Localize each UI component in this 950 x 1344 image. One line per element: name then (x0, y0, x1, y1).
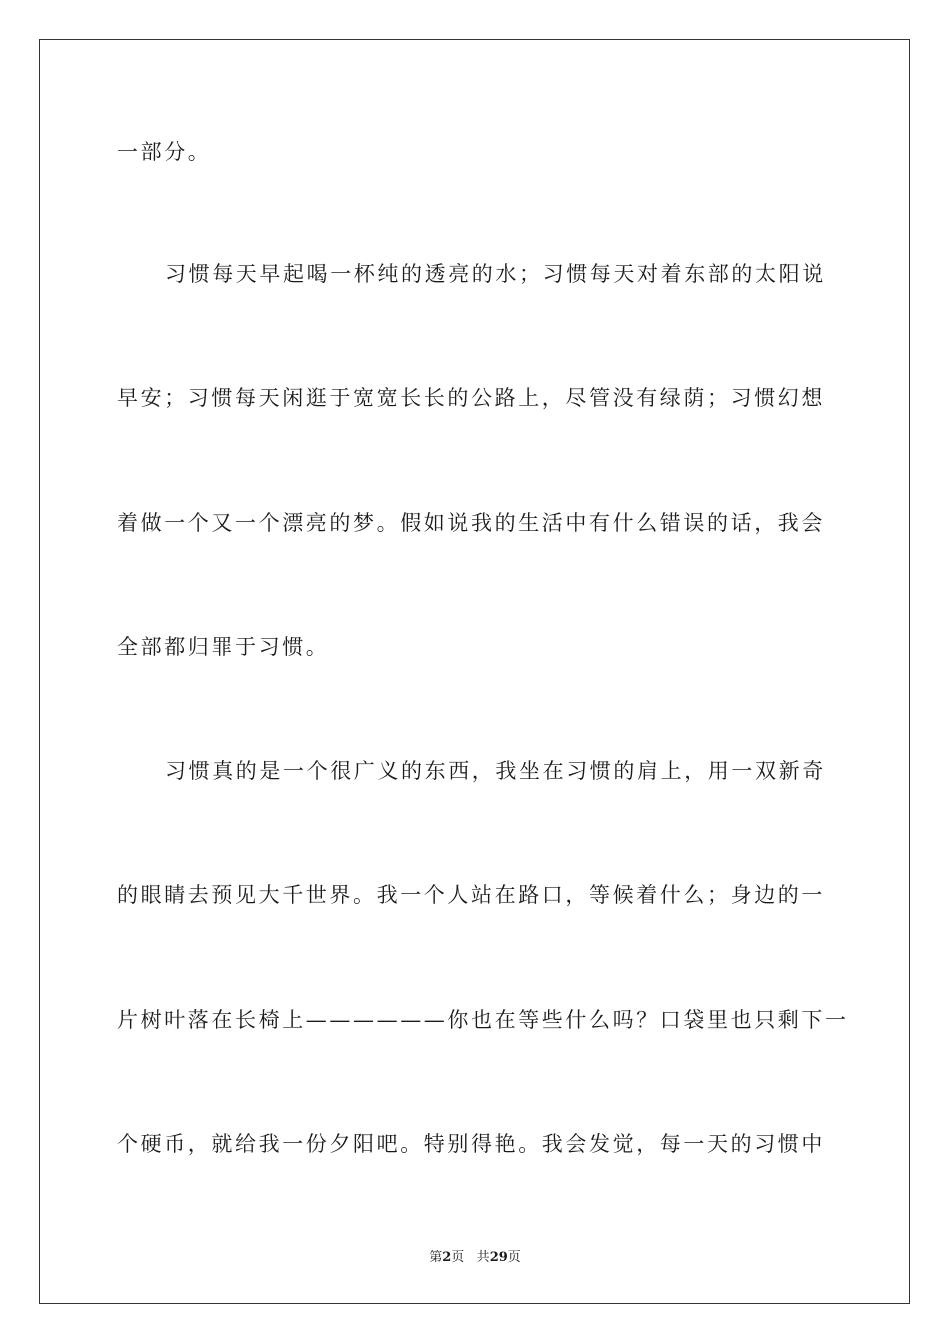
page-border (39, 39, 910, 1304)
text-line: 全部都归罪于习惯。 (117, 635, 330, 659)
total-suffix: 页 (507, 1250, 521, 1265)
text-line: 的眼睛去预见大千世界。我一个人站在路口，等候着什么；身边的一 (117, 883, 825, 907)
paragraph-first-line: 习惯真的是一个很广义的东西，我坐在习惯的肩上，用一双新奇 (165, 759, 826, 783)
text-line: 着做一个又一个漂亮的梦。假如说我的生活中有什么错误的话，我会 (117, 511, 825, 535)
total-prefix: 共 (476, 1250, 490, 1265)
page-suffix: 页 (451, 1250, 465, 1265)
text-line: 个硬币，就给我一份夕阳吧。特别得艳。我会发觉，每一天的习惯中 (117, 1132, 825, 1156)
page-number: 2 (442, 1250, 452, 1265)
text-line: 一部分。 (117, 140, 212, 164)
text-line: 片树叶落在长椅上——————你也在等些什么吗？口袋里也只剩下一 (117, 1008, 849, 1032)
page-footer (0, 1249, 950, 1267)
page-prefix: 第 (429, 1250, 443, 1265)
text-line: 早安；习惯每天闲逛于宽宽长长的公路上，尽管没有绿荫；习惯幻想 (117, 386, 825, 410)
total-pages: 29 (489, 1250, 508, 1265)
paragraph-first-line: 习惯每天早起喝一杯纯的透亮的水；习惯每天对着东部的太阳说 (165, 262, 826, 286)
